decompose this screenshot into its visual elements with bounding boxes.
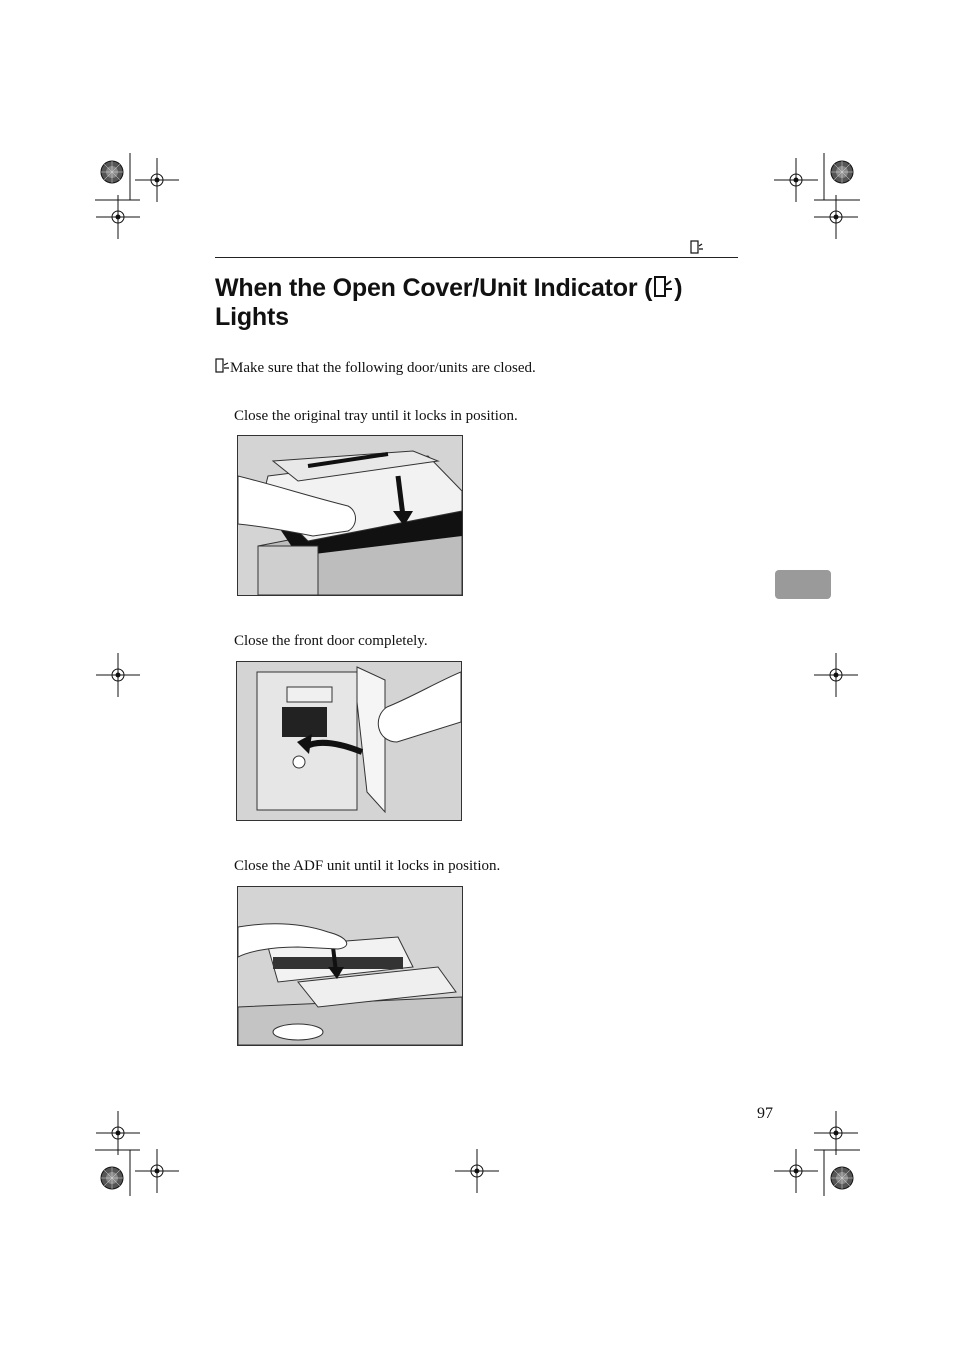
intro-text: Make sure that the following door/units are closed. <box>230 360 536 376</box>
title-text-close: ) <box>674 274 683 302</box>
figure-close-front-door <box>236 661 462 821</box>
step-3-text: Close the ADF unit until it locks in position. <box>234 858 501 874</box>
step-2-text: Close the front door completely. <box>234 633 428 649</box>
figure-close-original-tray <box>237 435 463 596</box>
intro-paragraph <box>215 358 536 378</box>
chapter-tab <box>775 570 831 599</box>
page-title <box>215 274 755 332</box>
title-text-line2: Lights <box>215 303 289 331</box>
figure-close-adf-unit <box>237 886 463 1046</box>
header-rule <box>215 257 738 258</box>
open-cover-indicator-icon <box>652 275 674 299</box>
open-cover-indicator-icon <box>215 358 230 374</box>
page-number: 97 <box>757 1105 773 1122</box>
title-text-line1: When the Open Cover/Unit Indicator ( <box>215 274 653 302</box>
step-1-text: Close the original tray until it locks in position. <box>234 408 518 424</box>
open-cover-indicator-icon <box>690 240 704 254</box>
